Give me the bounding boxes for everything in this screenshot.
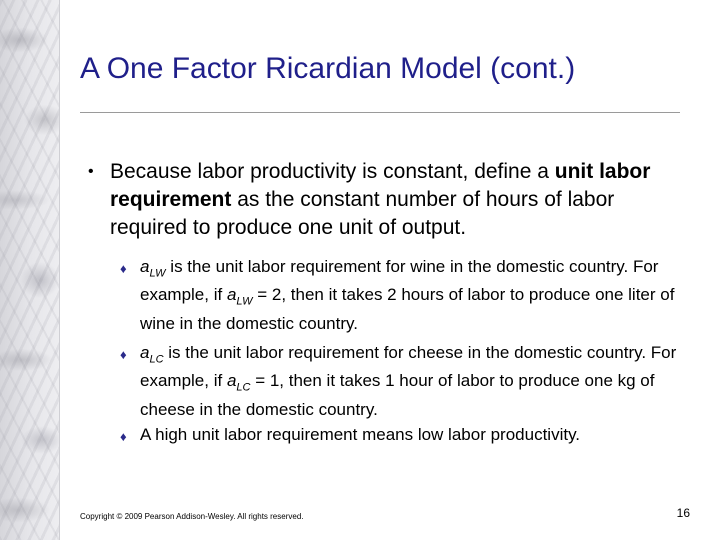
var-alw xyxy=(140,257,166,280)
var-subscript: LC xyxy=(236,381,251,394)
sub-text-part2: = 2, then it takes 2 hours of labor to produce one liter of wine in the domestic country. xyxy=(140,285,675,333)
bullet-text xyxy=(110,158,678,242)
sub-text-part2: = 1, then it takes 1 hour of labor to produce one kg of cheese in the domestic country. xyxy=(140,371,655,419)
diamond-bullet-icon: ♦ xyxy=(120,429,127,444)
var-alc xyxy=(140,343,164,366)
sub-text-part1: is the unit labor requirement for cheese in the domestic country. For example, if xyxy=(140,343,677,391)
var-base: a xyxy=(226,371,237,391)
var-alw-2 xyxy=(226,285,253,308)
diamond-bullet-icon: ♦ xyxy=(120,347,127,362)
sub-bullet-text: A high unit labor requirement means low labor productivity. xyxy=(140,425,581,444)
page-number: 16 xyxy=(676,506,690,520)
sub-bullet-text xyxy=(140,256,680,335)
slide-title: A One Factor Ricardian Model (cont.) xyxy=(80,52,576,85)
var-subscript: LW xyxy=(149,267,166,280)
sub-bullet-alw xyxy=(120,256,680,335)
marble-texture-strip xyxy=(0,0,60,540)
sub-bullet-productivity xyxy=(120,424,680,446)
var-base: a xyxy=(140,257,150,276)
var-subscript: LC xyxy=(149,353,164,366)
copyright-footer: Copyright © 2009 Pearson Addison-Wesley. All rights reserved. xyxy=(80,512,304,521)
sub-bullet-text xyxy=(140,342,680,421)
bullet-text-pre: Because labor productivity is constant, define a xyxy=(110,160,555,183)
bullet-bold-unit: unit xyxy=(554,160,594,183)
var-base: a xyxy=(140,343,150,362)
sub-bullet-alc xyxy=(120,342,680,421)
var-subscript: LW xyxy=(236,295,253,308)
title-divider xyxy=(80,112,680,113)
bullet-dot-icon: • xyxy=(88,163,94,180)
var-alc-2 xyxy=(226,371,251,394)
var-base: a xyxy=(226,285,237,305)
diamond-bullet-icon: ♦ xyxy=(120,261,127,276)
sub-text-part1: is the unit labor requirement for wine in the domestic country. For example, if xyxy=(140,257,659,305)
bullet-unit-labor-requirement xyxy=(88,158,678,242)
bullet-text-post: as the constant number of hours of labor required to produce one unit of output. xyxy=(110,188,615,239)
bullet-bold-labor-requirement: labor requirement xyxy=(110,160,651,211)
